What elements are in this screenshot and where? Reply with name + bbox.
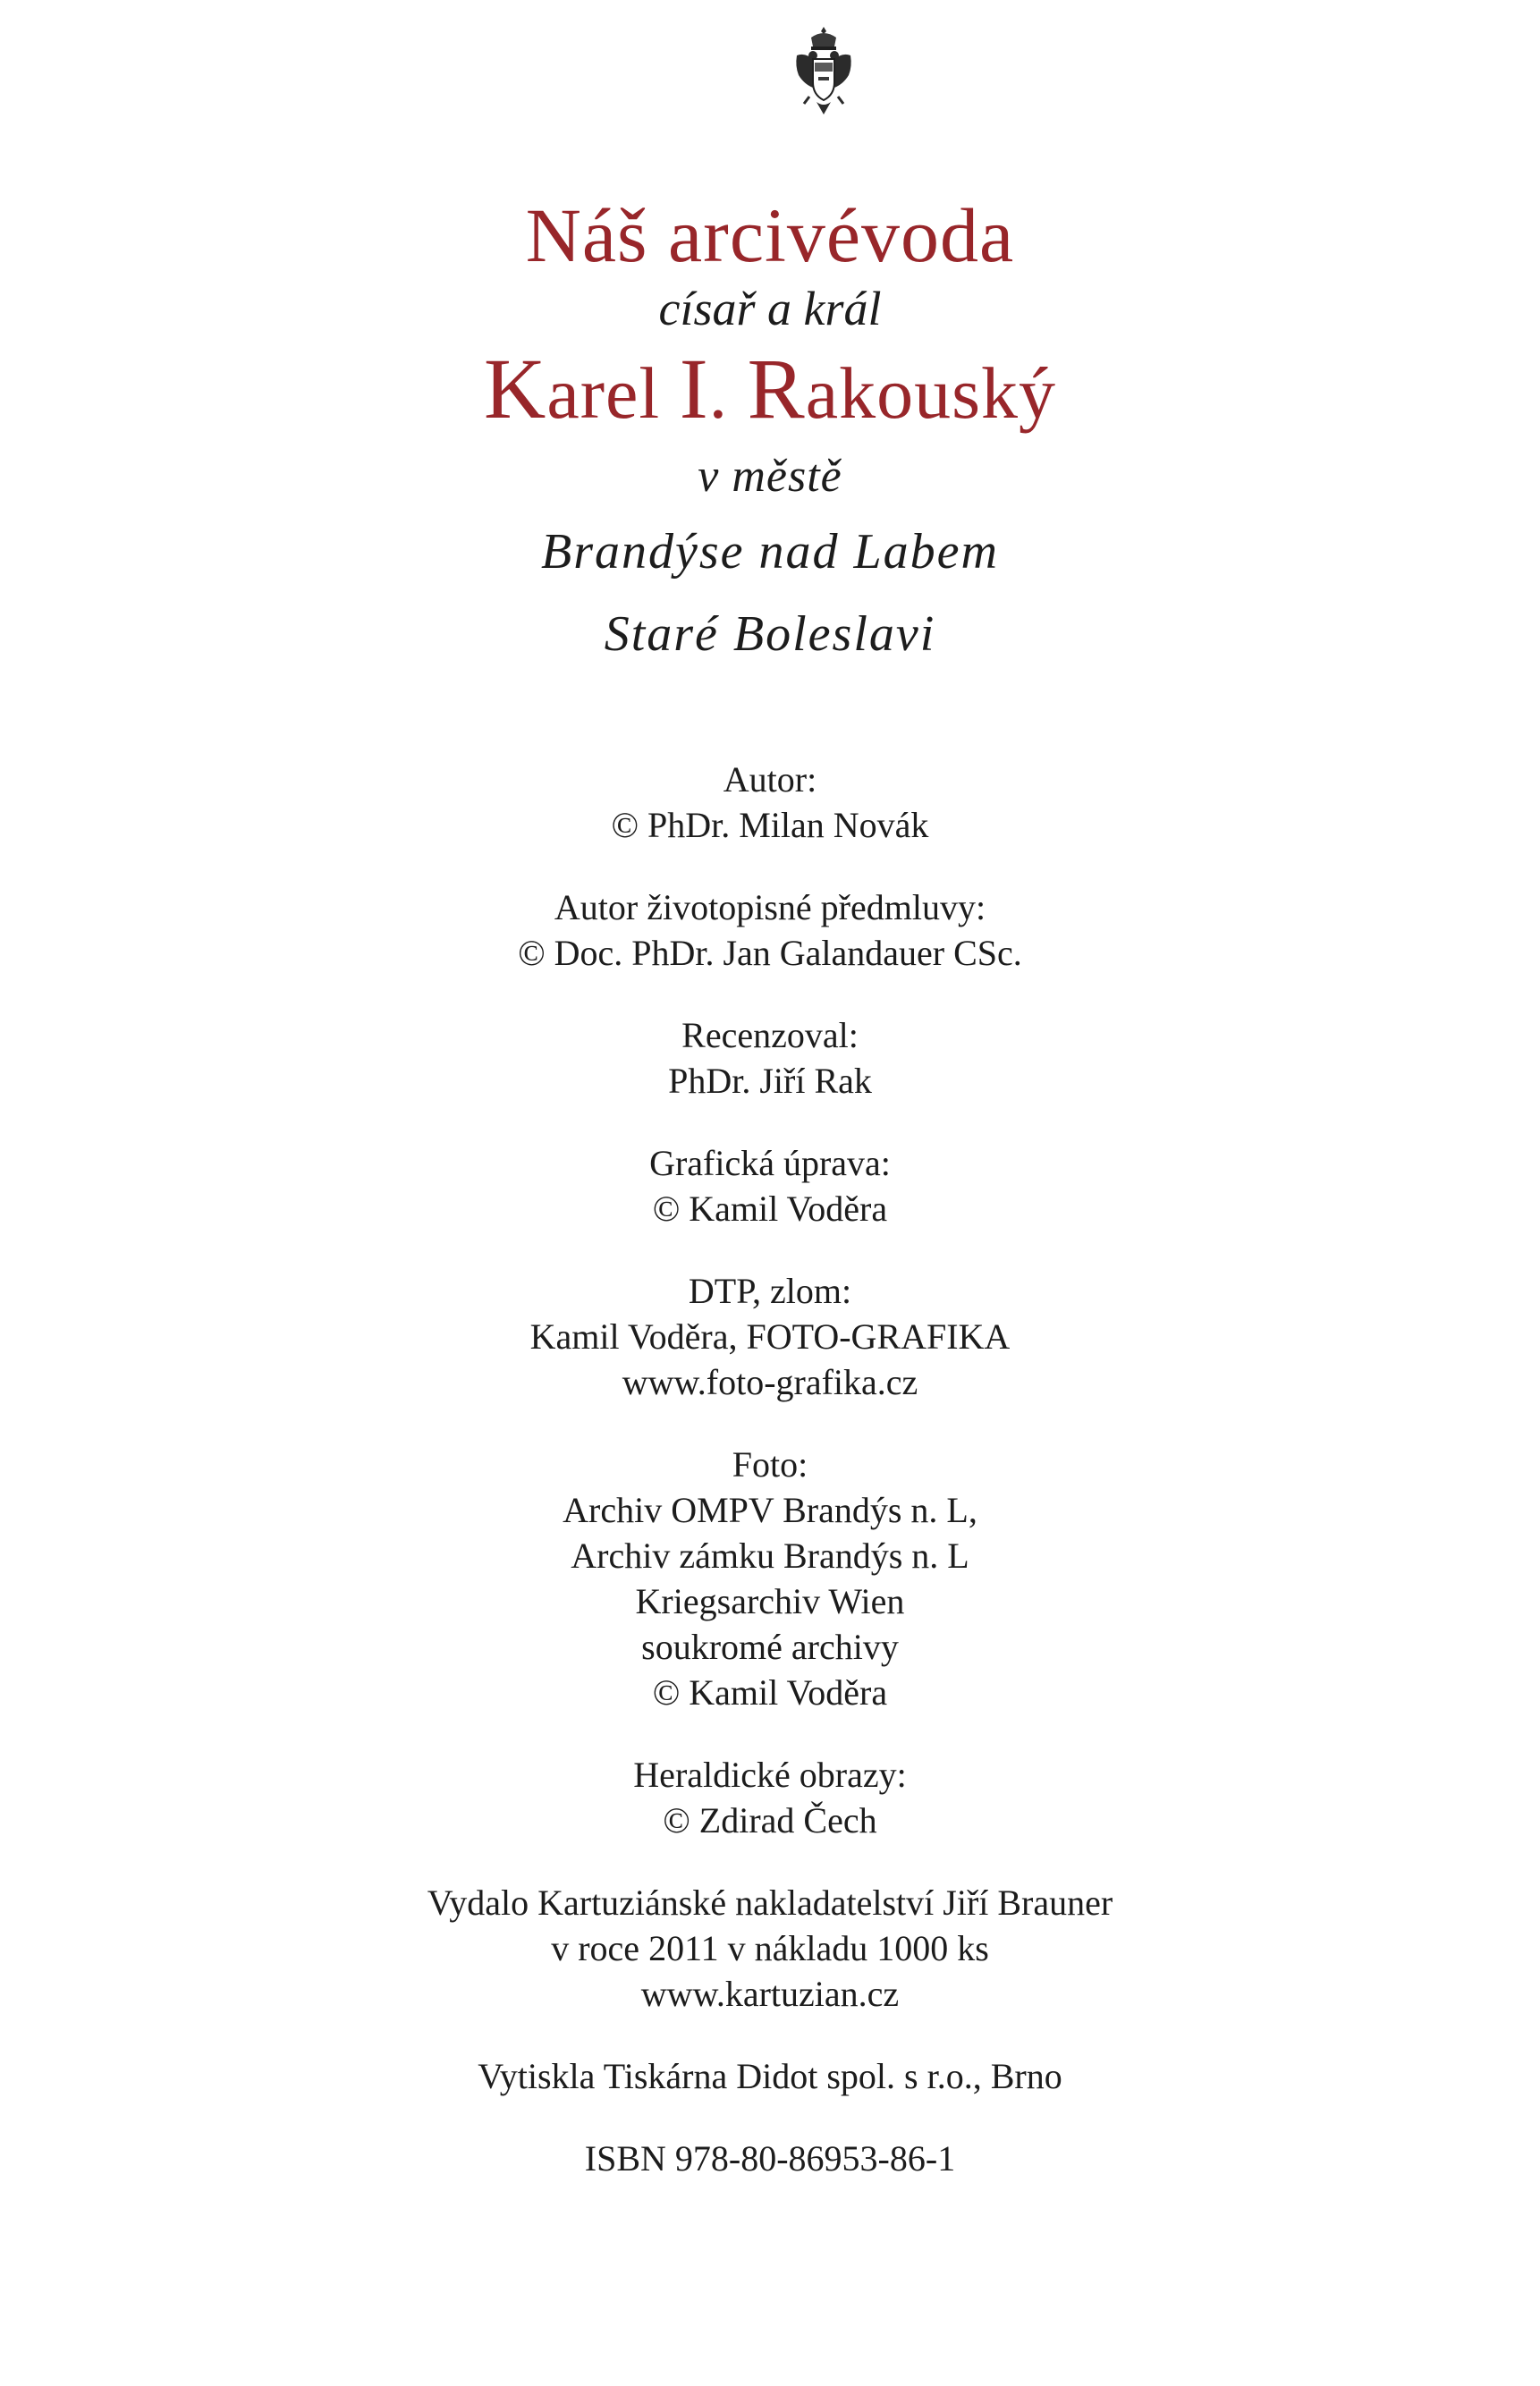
credit-heading: Vytiskla Tiskárna Didot spol. s r.o., Brno bbox=[478, 2056, 1062, 2096]
credit-group bbox=[0, 1442, 1540, 1715]
credit-heading: Heraldické obrazy: bbox=[633, 1755, 907, 1795]
coat-of-arms-icon bbox=[791, 25, 856, 123]
location-stara-boleslav: Staré Boleslavi bbox=[604, 606, 936, 662]
credit-group bbox=[0, 1752, 1540, 1843]
book-title: Náš arcivévoda bbox=[525, 192, 1015, 278]
credits-section bbox=[0, 757, 1540, 2218]
credit-heading: Recenzoval: bbox=[681, 1015, 859, 1055]
credit-line: www.kartuzian.cz bbox=[640, 1974, 900, 2014]
emperor-name bbox=[0, 340, 1540, 443]
credit-heading: DTP, zlom: bbox=[688, 1271, 852, 1311]
credit-group bbox=[0, 884, 1540, 976]
credit-heading: Autor: bbox=[723, 759, 817, 800]
credit-heading: Grafická úprava: bbox=[649, 1143, 891, 1183]
credit-line: Archiv zámku Brandýs n. L bbox=[571, 1536, 969, 1576]
emperor-name-initial: K bbox=[483, 341, 547, 436]
credit-line: © PhDr. Milan Novák bbox=[611, 805, 929, 845]
credit-heading: Foto: bbox=[732, 1444, 808, 1485]
credit-group bbox=[0, 1880, 1540, 2017]
credit-group bbox=[0, 2053, 1540, 2099]
credit-heading: ISBN 978-80-86953-86-1 bbox=[584, 2138, 956, 2179]
credit-group bbox=[0, 1012, 1540, 1104]
credit-line: © Kamil Voděra bbox=[652, 1189, 888, 1229]
emperor-name-first: arel bbox=[546, 352, 680, 434]
credit-group bbox=[0, 1268, 1540, 1405]
credit-line: Kriegsarchiv Wien bbox=[635, 1581, 905, 1621]
credit-line: www.foto-grafika.cz bbox=[622, 1362, 918, 1402]
emperor-name-surname: akouský bbox=[805, 352, 1057, 434]
credit-line: © Kamil Voděra bbox=[652, 1672, 888, 1713]
credit-line: v roce 2011 v nákladu 1000 ks bbox=[551, 1928, 989, 1968]
emperor-name-dot: . bbox=[708, 352, 748, 434]
location-brandys: Brandýse nad Labem bbox=[541, 524, 999, 580]
credit-line: Archiv OMPV Brandýs n. L, bbox=[563, 1490, 977, 1530]
emperor-name-surname-initial: R bbox=[747, 341, 806, 436]
credit-group bbox=[0, 757, 1540, 848]
credit-heading: Vydalo Kartuziánské nakladatelství Jiří Brauner bbox=[427, 1883, 1113, 1923]
credit-line: soukromé archivy bbox=[641, 1627, 899, 1667]
emperor-name-numeral: I bbox=[679, 341, 709, 436]
book-subtitle: císař a král bbox=[658, 282, 882, 335]
credit-group bbox=[0, 1140, 1540, 1231]
credit-group bbox=[0, 2136, 1540, 2181]
credit-line: © Zdirad Čech bbox=[663, 1800, 877, 1840]
credit-line: Kamil Voděra, FOTO-GRAFIKA bbox=[529, 1316, 1011, 1357]
location-intro: v městě bbox=[698, 451, 842, 502]
credit-line: © Doc. PhDr. Jan Galandauer CSc. bbox=[518, 933, 1022, 973]
credit-line: PhDr. Jiří Rak bbox=[668, 1061, 872, 1101]
credit-heading: Autor životopisné předmluvy: bbox=[554, 887, 986, 927]
